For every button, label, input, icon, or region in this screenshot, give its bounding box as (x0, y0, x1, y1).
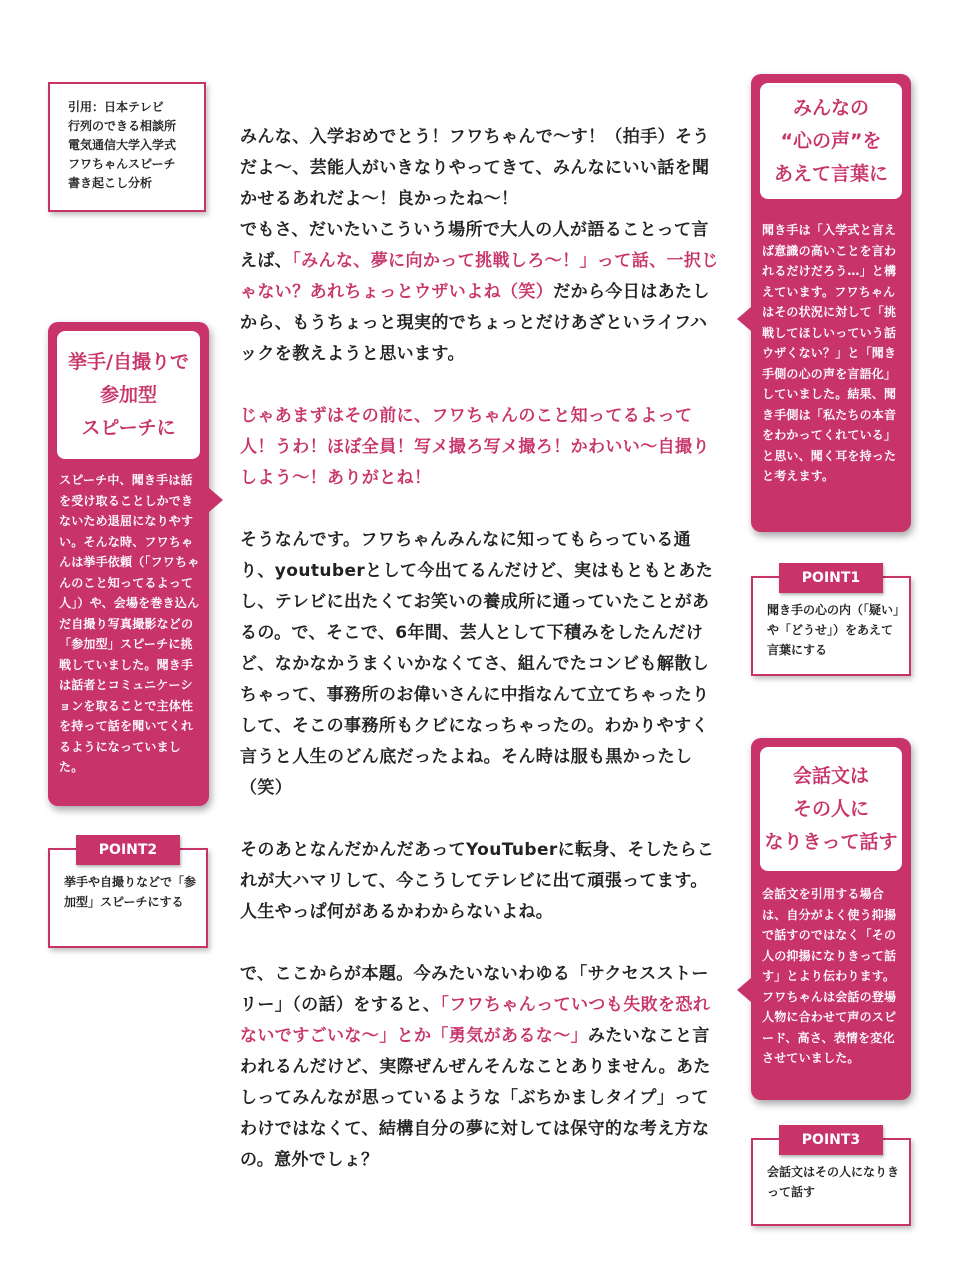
intro-quote-highlight: 「みんな、夢に向かって挑戦しろ〜！」って話、一択じゃない？あれちょっとウザいよね（笑） (240, 251, 719, 302)
annotation-card-participation (48, 322, 209, 806)
citation-box (48, 82, 206, 212)
card-title-line: 挙手/自撮りで (68, 350, 189, 373)
card-pointer (737, 307, 751, 331)
paragraph-youtuber: そのあとなんだかんだあってYouTuberに転身、そしたらこれが大ハマリして、今こうしてテレビに出て頑張ってます。人生やっぱ何があるかわからないよね。 (240, 840, 715, 922)
intro-setup: でもさ、だいたいこういう場所で大人の人が語ることって言えば、 (240, 220, 709, 271)
topic-quote-highlight: 「フワちゃんっていつも失敗を恐れないですごいな〜」とか「勇気があるな〜」 (240, 995, 711, 1046)
card-pointer (737, 978, 751, 1002)
speech-transcript (240, 122, 720, 1207)
card-title (760, 83, 902, 199)
point-text: 挙手や自撮りなどで「参加型」スピーチにする (64, 875, 197, 909)
paragraph-intro (240, 122, 720, 370)
paragraph-main-topic (240, 959, 720, 1176)
paragraph-selfie-highlight: じゃあまずはその前に、フワちゃんのこと知ってるよって人！うわ！ほぼ全員！写メ撮ろ写メ撮ろ！かわいい〜自撮りしよう〜！ありがとね！ (240, 406, 710, 488)
card-title-line: スピーチに (81, 416, 176, 439)
card-title-line: みんなの (792, 96, 869, 119)
point-text: 会話文はその人になりきって話す (767, 1165, 900, 1199)
paragraph-backstory: そうなんです。フワちゃんみんなに知ってもらっている通り、youtuberとして今出てるんだけど、実はもともとあたし、テレビに出たくてお笑いの養成所に通っていたことがあるの。で、そこで、6年間、芸人として下積みをしたんだけど、なかなかうまくいかなくてさ、組んでたコンビも解散しちゃって、事務所のお偉いさんに中指なんて立てちゃったりして、そこの事務所もクビになっちゃったの。わかりやすく言うと人生のどん底だったよね。そん時は服も黒かったし（笑） (240, 530, 714, 798)
citation-line: 書き起こし分析 (68, 176, 153, 190)
card-body: 会話文を引用する場合は、自分がよく使う抑揚で話すのではなく「その人の抑揚になりきって話す」とより伝わります。フワちゃんは会話の登場人物に合わせて声のスピード、高さ、表情を変化させていました。 (762, 887, 897, 1065)
citation-line: 電気通信大学入学式 (68, 138, 177, 152)
card-title (57, 331, 200, 459)
annotation-card-inner-voice (751, 74, 911, 532)
point-label: POINT3 (779, 1125, 883, 1155)
point-box-1 (751, 570, 911, 676)
card-title-line: 会話文は (792, 764, 869, 787)
topic-conclusion: みたいなこと言われるんだけど、実際ぜんぜんそんなことありません。あたしってみんなが思っているような「ぶちかましタイプ」ってわけではなくて、結構自分の夢に対しては保守的な考え方なの。意外でしょ？ (240, 1026, 711, 1170)
point-label: POINT1 (779, 563, 883, 593)
point-label: POINT2 (76, 835, 180, 865)
annotation-card-dialogue (751, 738, 911, 1100)
card-title (760, 747, 902, 871)
card-title-line: 参加型 (99, 383, 157, 406)
point-text: 聞き手の心の内（「疑い」や「どうせ」）をあえて言葉にする (767, 603, 900, 657)
citation-line: 行列のできる相談所 (68, 119, 177, 133)
card-title-line: その人に (792, 797, 869, 820)
citation-line: 引用：日本テレビ (68, 100, 164, 114)
intro-lifehack: だから今日はあたしから、もうちょっと現実的でちょっとだけあざといライフハックを教えようと思います。 (240, 282, 710, 364)
citation-line: フワちゃんスピーチ (68, 157, 176, 171)
card-pointer (209, 488, 223, 512)
card-title-line: “心の声”を (780, 129, 882, 152)
card-body: スピーチ中、聞き手は話を受け取ることしかできないため退屈になりやすい。そんな時、フワちゃんは挙手依頼（「フワちゃんのこと知ってるよって人」）や、会場を巻き込んだ自撮り写真撮影などの「参加型」スピーチに挑戦していました。聞き手は話者とコミュニケーションを取ることで主体性を持って話を聞いてくれるようになっていました。 (59, 473, 200, 774)
intro-greeting: みんな、入学おめでとう！フワちゃんで〜す！（拍手）そうだよ〜、芸能人がいきなりやってきて、みんなにいい話を聞かせるあれだよ〜！良かったね〜！ (240, 127, 710, 209)
topic-setup: で、ここからが本題。今みたいないわゆる「サクセスストーリー」（の話）をすると、 (240, 964, 709, 1015)
point-box-2 (48, 842, 208, 948)
point-box-3 (751, 1132, 911, 1226)
card-body: 聞き手は「入学式と言えば意識の高いことを言われるだけだろう…」と構えています。フワちゃんはその状況に対して「挑戦してほしいっていう話ウザくない？」と「聞き手側の心の声を言語化」していました。結果、聞き手側は「私たちの本音をわかってくれている」と思い、聞く耳を持ったと考えます。 (762, 223, 897, 483)
card-title-line: なりきって話す (764, 830, 898, 853)
card-title-line: あえて言葉に (773, 162, 888, 185)
